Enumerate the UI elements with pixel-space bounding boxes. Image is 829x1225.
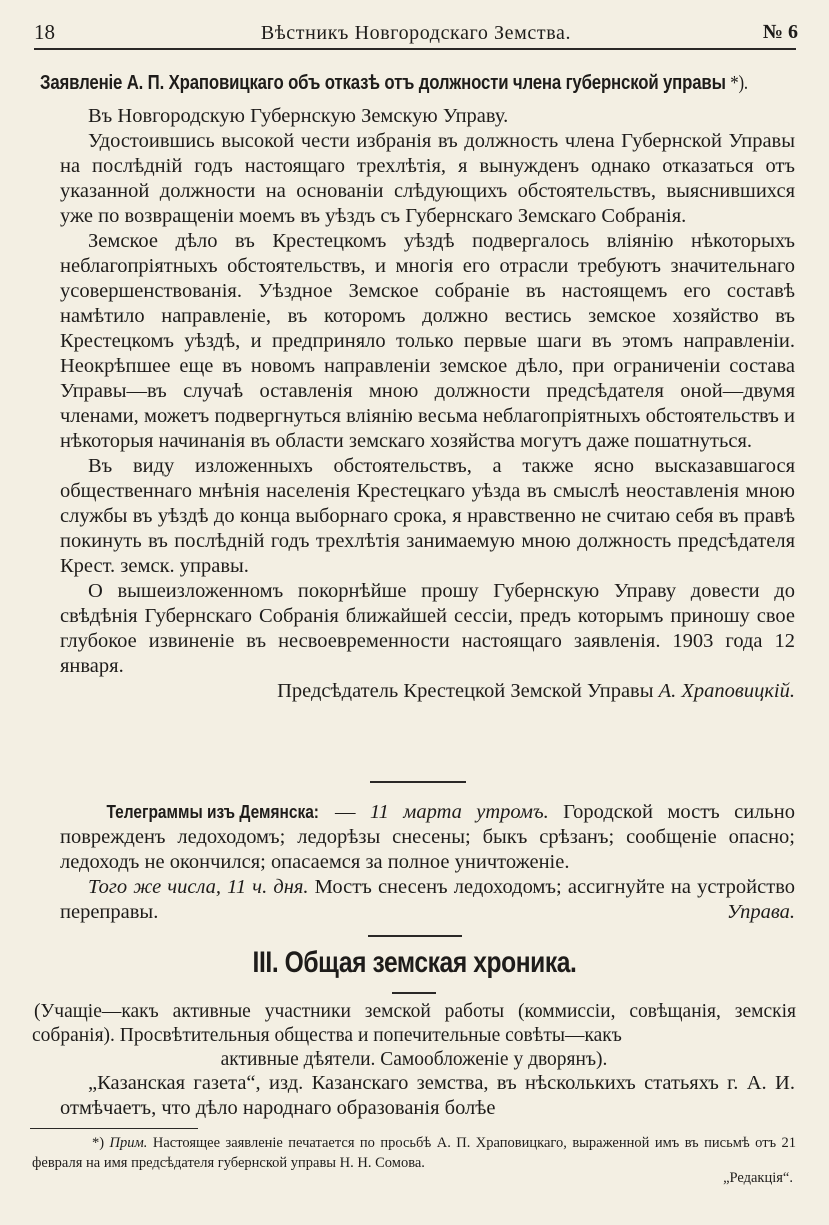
footnote-signature: „Редакція“.	[723, 1170, 793, 1186]
section-intro-last: активные дѣятели. Самообложеніе у дворянъ).	[220, 1049, 608, 1070]
footnote-mark: *).	[730, 72, 748, 94]
statement-body	[60, 104, 795, 704]
section-heading	[0, 946, 829, 980]
section-intro	[32, 1000, 796, 1072]
statement-paragraph: Земское дѣло въ Крестецкомъ уѣздѣ подвергалось вліянію нѣкоторыхъ неблагопріятныхъ обстоятельствъ, и многія его отрасли требуютъ значительнаго усовершенствованія. Уѣздное Земское собраніе въ настоящемъ его составѣ намѣтило направленіе, въ которомъ должно вестись земское хозяйство въ Крестецкомъ уѣздѣ, и предприняло только первые шаги въ этомъ направленіи. Неокрѣпшее еще въ новомъ направленіи земское дѣло, при ограниченіи состава Управы—въ случаѣ оставленія мною должности предсѣдателя оной—двумя членами, можетъ подвергнуться вліянію весьма неблагопріятныхъ обстоятельствъ и нѣкоторыя начинанія въ области земскаго хозяйства могутъ даже пошатнуться.	[60, 230, 795, 452]
footnote-rule	[30, 1128, 198, 1129]
statement-title-text: Заявленіе А. П. Храповицкаго объ отказѣ отъ должности члена губернской управы	[40, 72, 726, 94]
telegram-dash: —	[335, 801, 356, 823]
footnote-text-line	[32, 1133, 796, 1173]
signature-role: Предсѣдатель Крестецкой Земской Управы	[277, 680, 654, 702]
statement-address: Въ Новгородскую Губернскую Земскую Управу.	[88, 105, 509, 127]
telegrams-heading: Телеграммы изъ Демянска:	[106, 802, 319, 822]
issue-number: № 6	[762, 21, 798, 43]
statement-signature	[60, 679, 795, 704]
section-paragraph: „Казанская газета“, изд. Казанскаго земства, въ нѣсколькихъ статьяхъ г. А. И. отмѣчаетъ, что дѣло народнаго образованія болѣе	[60, 1072, 795, 1119]
telegram-2-text: Мостъ снесенъ ледоходомъ; ассигнуйте на устройство переправы.	[60, 876, 795, 923]
telegram-1-date: 11 марта утромъ.	[369, 801, 549, 823]
statement-paragraph: Въ виду изложенныхъ обстоятельствъ, а также ясно высказавшагося общественнаго мнѣнія населенія Крестецкаго уѣзда въ смыслѣ неоставленія мною службы въ уѣздѣ до конца выборнаго срока, я нравственно не считаю себя въ правѣ покинуть въ послѣдній годъ трехлѣтія занимаемую мною должность предсѣдателя Крест. земск. управы.	[60, 455, 795, 577]
footnote-label: Прим.	[109, 1135, 148, 1151]
footnote-text: Настоящее заявленіе печатается по просьбѣ А. П. Храповицкаго, выраженной имъ въ письмѣ отъ 21 февраля на имя предсѣдателя губернской управы Н. Н. Сомова.	[32, 1135, 797, 1171]
section-heading-text: III. Общая земская хроника.	[252, 946, 577, 979]
journal-title: Вѣстникъ Новгородскаго Земства.	[260, 22, 572, 44]
footnote-mark: *)	[92, 1135, 105, 1151]
telegram-1	[60, 800, 795, 875]
telegram-signature: Управа.	[726, 901, 795, 923]
page-number: 18	[34, 20, 55, 44]
footnote	[32, 1133, 796, 1173]
section-divider	[370, 781, 466, 783]
statement-title	[40, 72, 748, 95]
telegram-1-text: Городской мостъ сильно поврежденъ ледоходомъ; ледорѣзы снесены; быкъ срѣзанъ; сообщеніе опасно; ледоходъ не окончился; опасаемся за полное уничтоженіе.	[60, 801, 795, 873]
statement-paragraph: О вышеизложенномъ покорнѣйше прошу Губернскую Управу довести до свѣдѣнія Губернскаго Собранія ближайшей сессіи, предъ которымъ приношу свое глубокое извиненіе въ несвоевременности настоящаго заявленія. 1903 года 12 января.	[60, 580, 795, 677]
telegram-2	[60, 875, 795, 925]
telegram-2-date: Того же числа, 11 ч. дня.	[88, 876, 309, 898]
section-divider	[368, 935, 462, 937]
section-intro-main: (Учащіе—какъ активные участники земской работы (коммиссіи, совѣщанія, земскія собранія). Просвѣтительныя общества и попечительные совѣты—какъ	[32, 1001, 796, 1046]
signature-name: А. Храповицкій.	[658, 680, 795, 702]
section-body	[60, 1071, 795, 1121]
page-header	[34, 16, 798, 50]
telegrams-block	[60, 800, 795, 925]
heading-underline	[392, 992, 436, 994]
header-rule	[34, 48, 796, 50]
statement-paragraph: Удостоившись высокой чести избранія въ должность члена Губернской Управы на послѣдній годъ настоящаго трехлѣтія, я вынужденъ однако отказаться отъ указанной должности на основаніи слѣдующихъ обстоятельствъ, выяснившихся уже по возвращеніи моемъ въ уѣздъ съ Губернскаго Земскаго Собранія.	[60, 130, 795, 227]
